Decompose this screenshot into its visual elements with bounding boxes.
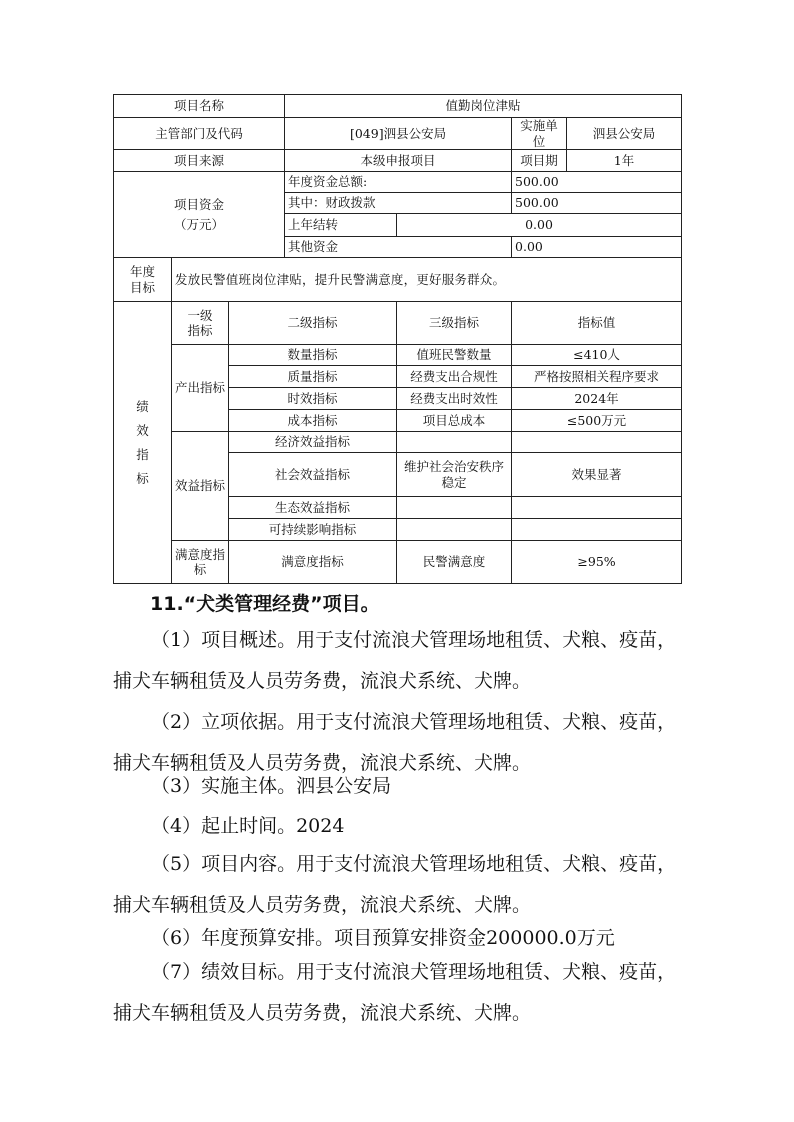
- perf-label-char: 效: [136, 423, 149, 438]
- output-value: ≤500万元: [512, 410, 682, 432]
- benefit-l2: 社会效益指标: [229, 453, 397, 497]
- hdr-level2: 二级指标: [229, 302, 397, 345]
- period-label: 项目期: [512, 150, 567, 172]
- funds-row-value: 500.00: [512, 172, 682, 193]
- benefit-value: [512, 519, 682, 541]
- annual-goal-text: 发放民警值班岗位津贴，提升民警满意度，更好服务群众。: [172, 258, 682, 302]
- dept-value: [049]泗县公安局: [285, 118, 512, 150]
- benefit-label: 效益指标: [172, 432, 229, 541]
- period-value: 1年: [567, 150, 682, 172]
- satisfaction-value: ≥95%: [512, 541, 682, 584]
- satisfaction-label-line: 满意度指: [175, 546, 226, 562]
- satisfaction-label: [172, 541, 229, 584]
- benefit-l2: 可持续影响指标: [229, 519, 397, 541]
- benefit-l3: [397, 432, 512, 453]
- satisfaction-l3: 民警满意度: [397, 541, 512, 584]
- hdr-level1: [172, 302, 229, 345]
- paragraph: （4）起止时间。2024: [151, 815, 345, 837]
- satisfaction-label-line: 标: [193, 562, 207, 578]
- benefit-value: 效果显著: [512, 453, 682, 497]
- funds-row-value: 500.00: [512, 193, 682, 214]
- project-name-label: 项目名称: [114, 95, 285, 118]
- annual-goal-label-line: 目标: [129, 279, 155, 295]
- output-l2: 数量指标: [229, 345, 397, 366]
- perf-label-char: 绩: [136, 399, 149, 415]
- paragraph: （5）项目内容。用于支付流浪犬管理场地租赁、犬粮、疫苗，捕犬车辆租赁及人员劳务费，流浪犬系统、犬牌。: [113, 853, 677, 916]
- output-value: ≤410人: [512, 345, 682, 366]
- funds-row-value: 0.00: [512, 237, 682, 258]
- benefit-l2: 生态效益指标: [229, 497, 397, 519]
- paragraph: （1）项目概述。用于支付流浪犬管理场地租赁、犬粮、疫苗，捕犬车辆租赁及人员劳务费，流浪犬系统、犬牌。: [113, 629, 677, 692]
- paragraph: （6）年度预算安排。项目预算安排资金200000.0万元: [151, 927, 615, 949]
- funds-label: 项目资金: [174, 197, 225, 213]
- impl-value: 泗县公安局: [567, 118, 682, 150]
- paragraph: （2）立项依据。用于支付流浪犬管理场地租赁、犬粮、疫苗，捕犬车辆租赁及人员劳务费，流浪犬系统、犬牌。: [113, 711, 677, 774]
- benefit-value: [512, 497, 682, 519]
- annual-goal-label-line: 年度: [129, 264, 155, 280]
- hdr-level1-line: 一级: [187, 307, 213, 323]
- funds-row-value: 0.00: [397, 214, 682, 237]
- hdr-level3: 三级指标: [397, 302, 512, 345]
- output-l3: 项目总成本: [397, 410, 512, 432]
- output-value: 2024年: [512, 388, 682, 410]
- funds-row-label: 其他资金: [285, 237, 512, 258]
- output-value: 严格按照相关程序要求: [512, 366, 682, 388]
- benefit-value: [512, 432, 682, 453]
- benefit-l2: 经济效益指标: [229, 432, 397, 453]
- hdr-value: 指标值: [512, 302, 682, 345]
- dept-label: 主管部门及代码: [114, 118, 285, 150]
- satisfaction-l2: 满意度指标: [229, 541, 397, 584]
- source-label: 项目来源: [114, 150, 285, 172]
- funds-unit: （万元）: [174, 216, 225, 232]
- perf-label-char: 指: [136, 446, 149, 462]
- output-l3: 值班民警数量: [397, 345, 512, 366]
- benefit-l3: [397, 497, 512, 519]
- output-l2: 质量指标: [229, 366, 397, 388]
- perf-label-char: 标: [136, 470, 149, 486]
- section-heading: 11.“犬类管理经费”项目。: [150, 593, 380, 615]
- source-value: 本级申报项目: [285, 150, 512, 172]
- project-info-table: [113, 94, 682, 584]
- paragraph: （7）绩效目标。用于支付流浪犬管理场地租赁、犬粮、疫苗，捕犬车辆租赁及人员劳务费，流浪犬系统、犬牌。: [113, 961, 677, 1024]
- impl-label: 实施单位: [512, 118, 567, 150]
- output-l3: 经费支出时效性: [397, 388, 512, 410]
- benefit-l3: [397, 519, 512, 541]
- benefit-l3: 维护社会治安秩序稳定: [397, 453, 512, 497]
- output-l3: 经费支出合规性: [397, 366, 512, 388]
- funds-row-label: 其中：财政拨款: [285, 193, 512, 214]
- hdr-level1-line: 指标: [187, 323, 213, 339]
- project-name-value: 值勤岗位津贴: [285, 95, 682, 118]
- funds-label-cell: [114, 172, 285, 258]
- funds-row-label: 年度资金总额:: [285, 172, 512, 193]
- annual-goal-label: [114, 258, 172, 302]
- output-l2: 成本指标: [229, 410, 397, 432]
- output-l2: 时效指标: [229, 388, 397, 410]
- paragraph: （3）实施主体。泗县公安局: [151, 775, 392, 797]
- perf-label: [114, 302, 172, 584]
- output-label: 产出指标: [172, 345, 229, 432]
- funds-row-label: 上年结转: [285, 214, 397, 237]
